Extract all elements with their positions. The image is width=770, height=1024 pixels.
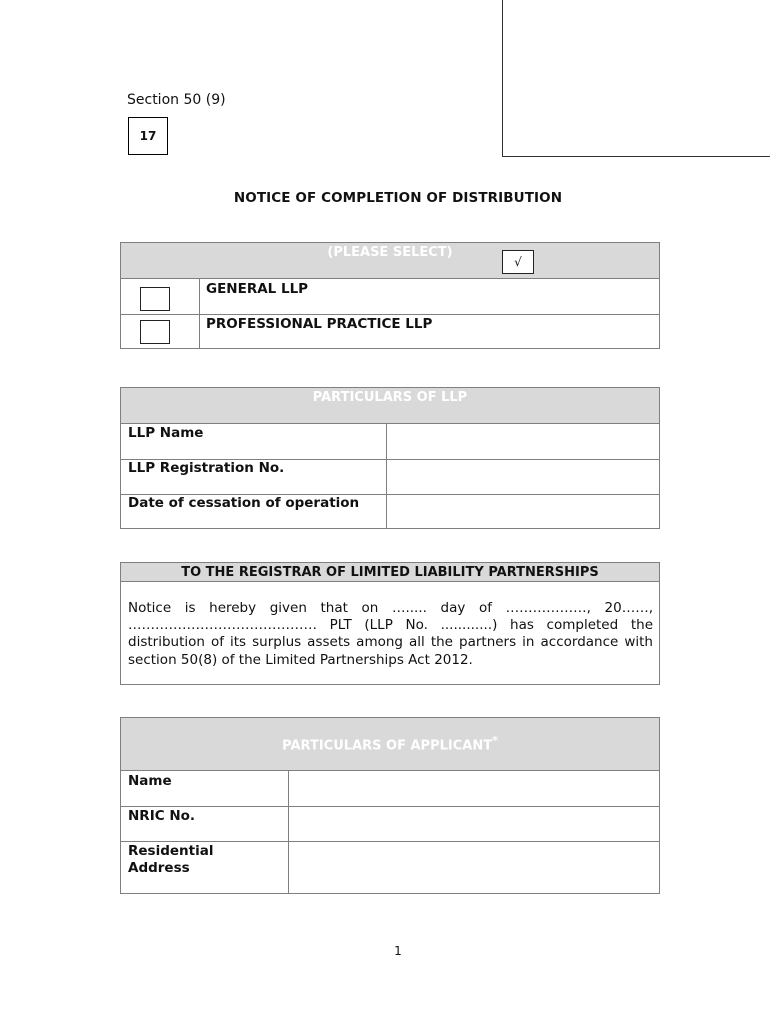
notice-line-4: section 50(8) of the Limited Partnerships Act 2012.	[128, 652, 473, 668]
applicant-name-label: Name	[128, 773, 172, 789]
notice-line-1: Notice is hereby given that on …..... day of ………………, 20……,	[128, 600, 653, 616]
nric-label: NRIC No.	[128, 808, 196, 824]
llp-registration-field[interactable]	[387, 460, 660, 494]
applicant-header	[121, 718, 659, 771]
llp-particulars-header	[121, 388, 659, 424]
llp-particulars-table	[120, 387, 660, 529]
professional-practice-llp-label: PROFESSIONAL PRACTICE LLP	[206, 316, 433, 332]
applicant-heading	[282, 734, 498, 753]
applicant-heading-text: PARTICULARS OF APPLICANT	[282, 738, 493, 754]
stamp-frame-vertical	[502, 0, 503, 157]
llp-type-header	[121, 243, 659, 279]
notice-line-2: …………………………………… PLT (LLP No. ............) has completed the	[128, 617, 653, 633]
llp-type-row-divider	[121, 314, 659, 315]
llp-type-table	[120, 242, 660, 349]
page-number: 1	[394, 944, 402, 958]
cessation-date-label: Date of cessation of operation	[128, 495, 360, 511]
nric-field[interactable]	[289, 807, 660, 841]
residential-address-line-2: Address	[128, 860, 190, 876]
tick-mark-indicator	[502, 250, 534, 274]
applicant-asterisk: *	[492, 734, 498, 748]
professional-practice-llp-checkbox[interactable]	[140, 320, 170, 344]
registrar-notice-table	[120, 562, 660, 685]
section-reference: Section 50 (9)	[127, 92, 226, 108]
residential-address-line-1: Residential	[128, 843, 214, 859]
applicant-name-field[interactable]	[289, 771, 660, 806]
form-number-box	[128, 117, 168, 155]
llp-particulars-heading: PARTICULARS OF LLP	[312, 390, 468, 405]
cessation-date-field[interactable]	[387, 495, 660, 529]
please-select-heading: (PLEASE SELECT)	[327, 245, 453, 260]
form-number: 17	[139, 129, 157, 143]
applicant-particulars-table	[120, 717, 660, 894]
tick-icon: √	[514, 255, 522, 269]
llp-name-label: LLP Name	[128, 425, 204, 441]
stamp-frame-horizontal	[502, 156, 770, 157]
general-llp-label: GENERAL LLP	[206, 281, 309, 297]
notice-line-3: distribution of its surplus assets among all the partners in accordance with	[128, 634, 653, 650]
registrar-header	[121, 563, 659, 582]
document-title: NOTICE OF COMPLETION OF DISTRIBUTION	[233, 190, 563, 206]
general-llp-checkbox[interactable]	[140, 287, 170, 311]
residential-address-label	[128, 843, 213, 877]
registrar-heading: TO THE REGISTRAR OF LIMITED LIABILITY PARTNERSHIPS	[181, 564, 599, 580]
residential-address-field[interactable]	[289, 842, 660, 894]
llp-registration-label: LLP Registration No.	[128, 460, 285, 476]
llp-name-field[interactable]	[387, 424, 660, 459]
